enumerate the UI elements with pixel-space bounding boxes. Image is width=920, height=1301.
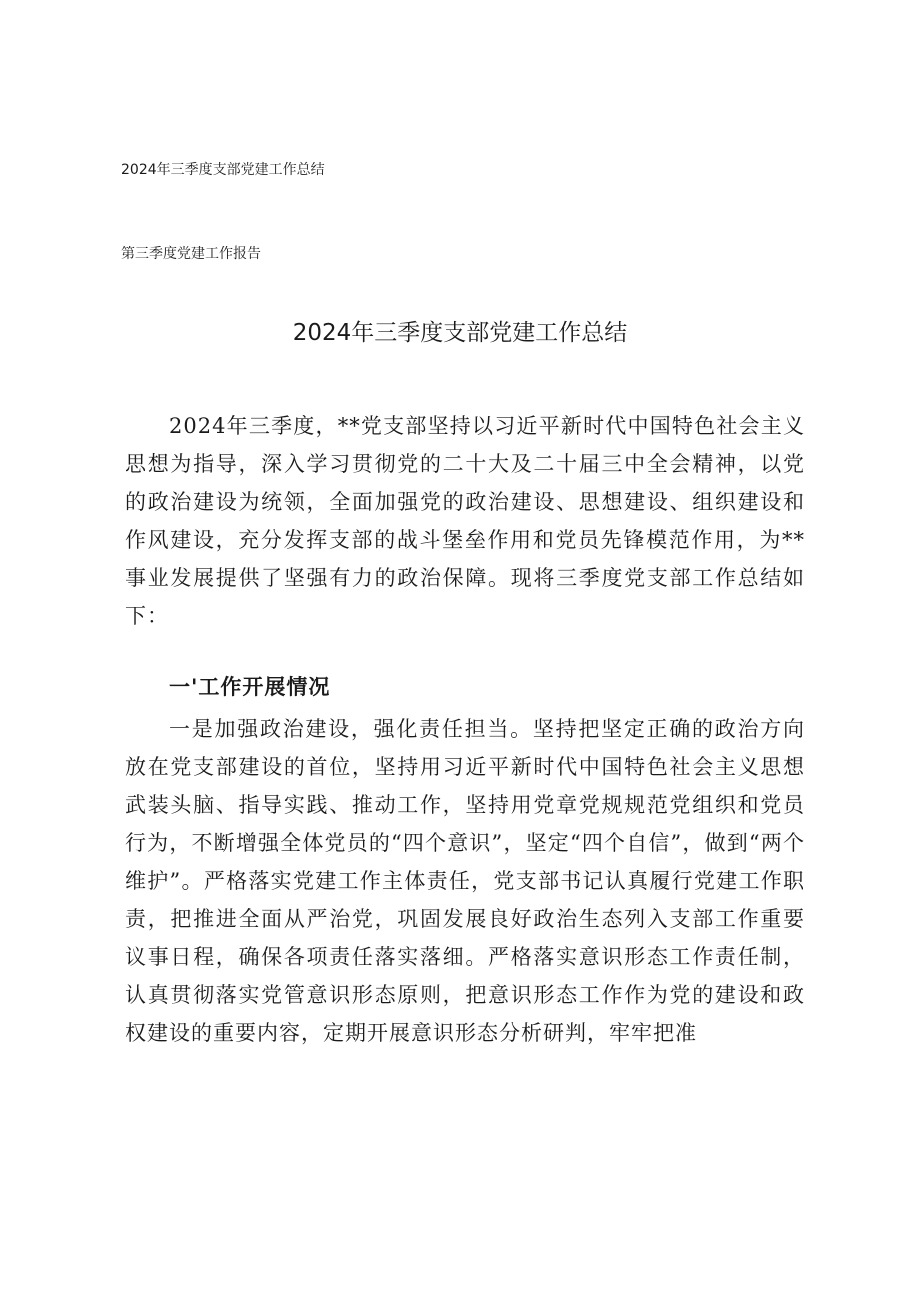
intro-paragraph: 2024年三季度，**党支部坚持以习近平新时代中国特色社会主义思想为指导，深入学习贯彻党的二十大及二十届三中全会精神，以党的政治建设为统领，全面加强党的政治建设、思想建设、组织建设和作风建设，充分发挥支部的战斗堡垒作用和党员先锋模范作用，为**事业发展提供了坚强有力的政治保障。现将三季度党支部工作总结如下： (125, 414, 805, 628)
header-title-line: 2024年三季度支部党建工作总结 (121, 162, 325, 178)
document-title: 2024年三季度支部党建工作总结 (292, 320, 628, 346)
section-paragraph: 一是加强政治建设，强化责任担当。坚持把坚定正确的政治方向放在党支部建设的首位，坚持用习近平新时代中国特色社会主义思想武装头脑、指导实践、推动工作，坚持用党章党规规范党组织和党员行为，不断增强全体党员的“四个意识”，坚定“四个自信”，做到“两个维护”。严格落实党建工作主体责任，党支部书记认真履行党建工作职责，把推进全面从严治党，巩固发展良好政治生态列入支部工作重要议事日程，确保各项责任落实落细。严格落实意识形态工作责任制，认真贯彻落实党管意识形态原则，把意识形态工作作为党的建设和政权建设的重要内容，定期开展意识形态分析研判，牢牢把准 (125, 717, 805, 1045)
header-subtitle-line: 第三季度党建工作报告 (121, 246, 261, 262)
section-heading: 一'工作开展情况 (169, 675, 331, 699)
